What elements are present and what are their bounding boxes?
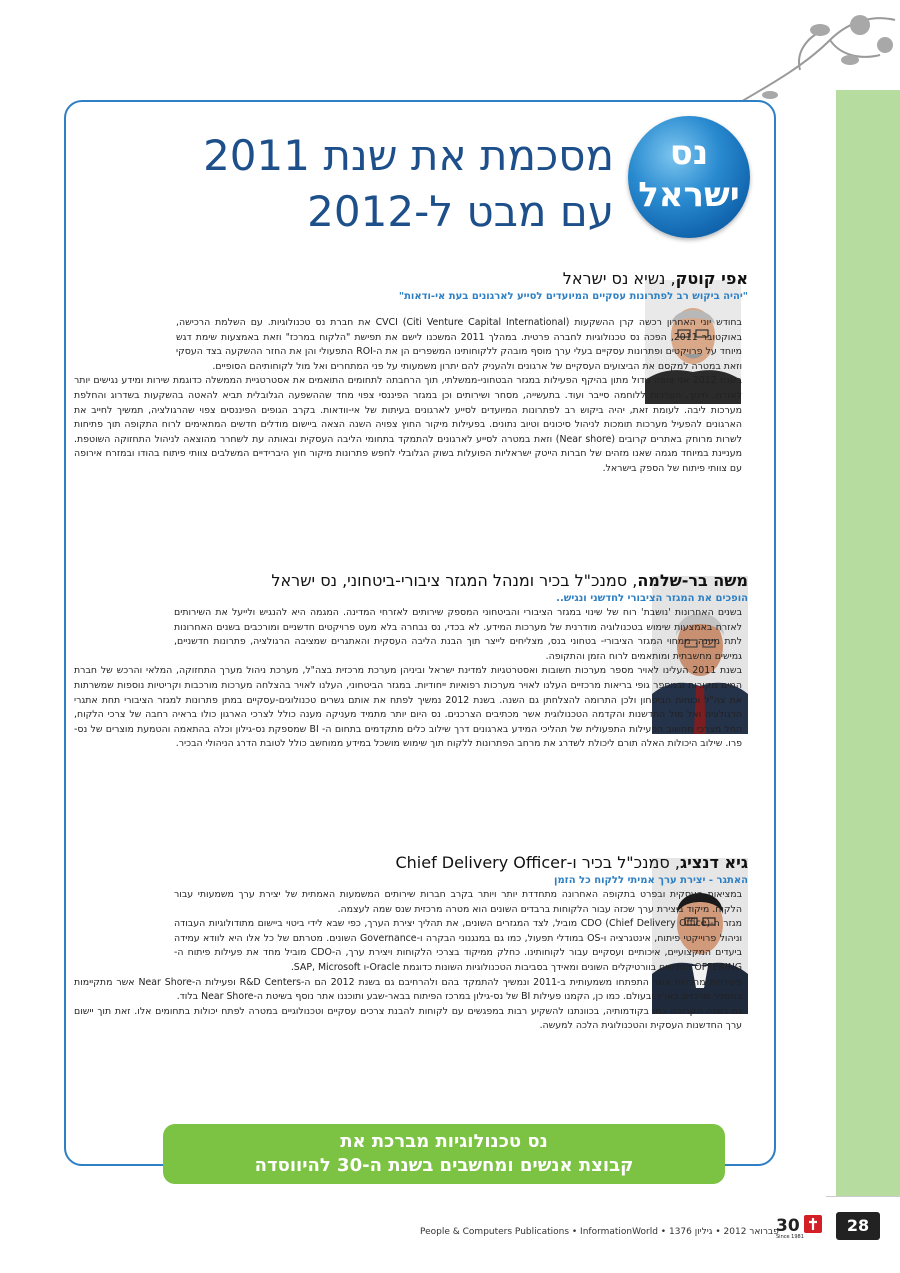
paragraph: מגזר ה-CDO (Chief Delivery Office) מוביל, לצד המגזרים השונים, את תהליך יצירת הערך, כפי שבא לידי ביטוי ביישום מתודולוגיות העבודה וניהול פרוייקטי פיתוח, אינטגרציה ו-OS במודלי תפעול, כמו גם במנגנוני הבקרה ו-Governance השונים. מטרתם של כל אלו היא לוודא עמידה ביעדים המקצועיים, איכותיים ועסקיים עבור לקוחותינו. כחלק ממיקוד בצרכי הלקוחות ויצירת ערך, ה-CDO מוביל מחד את פעילות פיתוח ה-OFFERING החדשים בוורטיקלים השונים ומאידך בסביבות הטכנולוגיות השונות כדוגמת Oracle-ו SAP, Microsoft. [174,918,742,973]
section-guy-danzig [228,852,748,890]
footer-divider [826,1196,900,1197]
section-subtitle: האתגר - יצירת ערך אמיתי ללקוח כל הזמן [554,875,748,886]
paragraph: בחודש יוני האחרון רכשה קרן ההשקעות CVCI (Citi Venture Capital International) את חברת נס טכנולוגיות. עם השלמת הרכישה, באוקטובר 2011, הפכה נס טכנולוגיות לחברה פרטית. במהלך 2011 המשכנו לישם את תפישת "הלקוח במרכז" וזאת באמצעות שימת דגש מיוחד על פרויקטים ופתרונות עסקיים בעלי ערך מוסף מובהק ללקוחותינו המשפרים הן את ה-ROI התפעולי והן את החזר ההשקעה בצד העסקי וזאת במטרה למקסם את הביצועים העסקיים של ארגונים ולהעניק להם יתרון משמעותי על פני המתחרים ואל מול לקוחותיהם הסופיים. [176,317,743,372]
section-heading [228,570,748,592]
paragraph: בשנת 2011 העלינו לאויר מספר מערכות חשובות ואסטרטגיות למדינת ישראל וביניהן מערכת מרכזית בצה"ל, מערכת ניהול מערך התחזוקה, המלאי והרכש של חברת המים מקורות ובמספר גופי בריאות מרכזיים העלנו לאויר מערכות רפואיות ייחודיות. במגזר הביטחוני, העלנו לאויר בהצלחה מערכות מורכבות וקריטיות נוספות שמשרתות את צה"ל וכוחות הביטחון ולכן התרומה להצלחתן גם השנה. בשנת 2012 נמשיך לפתח את אותם גשרים טכנולוגים-עסקיים במתן פתרונות למגזר הציבורי תחת אתגרי הרגולציה ואל מול החדשנות והקדמה הטכנולוגית אשר מכתיבים הצרכנים. נס היום יותר מתמיד מעניקה מענה כולל לצרכי הארגון כולו בראיה רחבה של צרכי הלקוח, החל מצרכי מחשוב הפעילות התפעולית של תהליכי המידע בארגונים דרך שילוב כלים מתקדמים בתחום ה- BI שמספקת נס-גילון וכלה בהתאמה והטמעת מוצרים של נס- פרו. שילוב היכולות האלה תורם ליכולת לשדרג את מרחב הפתרונות ללקוח תוך שימוש מושכל במידע ממוחשב כולל לטובת הדרג הניהולי הבכיר. [74,665,742,750]
paragraph: גם בשנה הקרובה כמו בקודמותיה, בכוונתנו להשקיע רבות במפגשים עם לקוחות להבנת צרכים עסקיים וטכנולוגיים במטרה לפתח יכולות בתחומים אלו. זאת תוך יישום ערך החדשנות העסקית והטכנולוגית הלכה למעשה. [74,1005,742,1032]
congratulations-banner [163,1124,725,1184]
section-heading [294,268,748,290]
ness-israel-badge [628,116,750,238]
person-name: אפי קוטק [675,269,748,288]
30-years-logo [774,1213,824,1239]
section-moshe-bar-shlomo-body [74,606,742,752]
page-number: 28 [836,1212,880,1240]
footer-publication: People & Computers Publications • InformationWorld • פברואר 2012 • גיליון 1376 [420,1227,779,1237]
section-subtitle: "יהיה ביקוש רב לפתרונות עסקיים המיועדים לסייע לארגונים בעת אי-ודאות" [398,291,748,302]
section-guy-danzig-body [74,888,742,1034]
title-line-1: מסכמת את שנת 2011 [203,131,614,180]
page-title [94,128,614,240]
section-heading [228,852,748,874]
paragraph: בשנת 2012 אני צופה גידול מתון בהיקף הפעילות במגזר הבטחוני-ממשלתי, תוך הרחבתה לתחומים התואמים את אסטרטגיית הממשלה כדוגמת שירות ומידע נגישים יותר לאזרח, חינוך, הערכות ללוחמה סייבר ועוד. בתעשייה, מסחר ושירותים וכן במגזר הפיננסי צפוי מחד שההשפעה הגלובלית תביא להאטה בהשקעות בשדרוג והחלפת מערכות ליבה. לעומת זאת, יהיה ביקוש רב לפתרונות המיועדים לסייע לארגונים בעיתות של אי-וודאות. בקרב הגופים הפיננסים צפוי שהרגולציה, תמשיך לחייב את הארגונים להפעיל מערכות תומכות לניהול סיכונים וטיוב נתונים. בפעילות מיקור החוץ צפויה השנה הצאה ביישום מודלים חדשים המתאימים לרוח התקופה תוך פתיחות לשרות מרוחק באתרים קרובים (Near shore) וזאת במטרה לסייע לארגונים להתמקד בתחומי הליבה העסקית ובאותה עת לשחרר מהוצאה לניהול התחזוקה השוטפת. מעניינת במיוחד מגמה שאנו מזהים של חברות הייטק ישראליות הפועלות בשוק הגלובלי לחפש פתרונות מיקור חוץ היברידיים המשלבים צוותי פיתוח בהודו ובמזרח אירופה עם צוותי פיתוח של הספק בישראל. [74,375,742,474]
paragraph: במציאות העסקית ובפרט בתקופה האחרונה מתחדדת יותר ויותר בקרב חברות שירותים המשמעות האמתית של יצירת ערך משמעותי עבור הלקוח. מיקוד ביצירת ערך שכזה עבור הלקוחות ברבדים השונים הוא מטרה מרכזית שנס שמה לעצמה. [174,889,742,915]
person-role: , נשיא נס ישראל [562,269,676,288]
section-subtitle: הופכים את המגזר הציבורי לחדשני ונגיש.. [556,593,748,604]
section-efi-kotek-body [74,316,742,477]
person-name: משה בר-שלמה [637,571,748,590]
paragraph: פעילויות מרכזיות אשר התפתחו משמעותית ב-2011 ונמשיך להתמקד בהם ולהרחיבם גם בשנת 2012 הם ה-R&D Centers ופעילות ה-Near Shore אשר מתקיימות במספר מרכזים בארץ ובעולם. כמו כן, הקמנו פעילות BI של נס-גילון במרכז הפיתוח בבאר-שבע ותוכננו אתר נוסף בשיטת ה-Near Shore בלוד. [74,976,743,1003]
title-line-2: עם מבט ל-2012 [307,187,614,236]
badge-line-1: נס [669,133,709,173]
paragraph: בשנים האחרונות 'נושבת' רוח של שינוי במגזר הציבורי והביטחוני המספק שירותים לאזרחי המדינה. המגמה היא להנגיש ולייעל את השירותים לאזרח באמצעות שימוש בטכנולוגיה מודרנית של מערכות המידע. לא בכדי, נס נבחרה בלא מעט פרויקטים חדשניים ומורכבים בשנים האחרונות לתת מענה. ממחוי המגזר הציבורי- בטחוני בנס, מצליחים לייצר תוך הבנת הליבה העסקית והאתגרים שמציבה הרגולציה, פתרונות חדשניים, גמישים מחשבתית ומותאמים לרוח הזמן והתקופה. [174,607,742,662]
side-green-strip [836,90,900,1196]
person-role: , סמנכ"ל בכיר ו-Chief Delivery Officer [395,853,680,872]
banner-line-1: נס טכנולוגיות מברכת את [340,1131,548,1152]
logo-number: 30 [776,1216,800,1236]
person-name: גיא דנציג [679,853,748,872]
banner-line-2: קבוצת אנשים ומחשבים בשנת ה-30 להיווסדה [254,1155,634,1176]
person-role: , סמנכ"ל בכיר ומנהל המגזר ציבורי-ביטחוני, נס ישראל [271,571,638,590]
section-efi-kotek [294,268,748,306]
logo-since: Since 1981 [776,1234,804,1239]
badge-line-2: ישראל [638,175,740,215]
section-moshe-bar-shlomo [228,570,748,608]
